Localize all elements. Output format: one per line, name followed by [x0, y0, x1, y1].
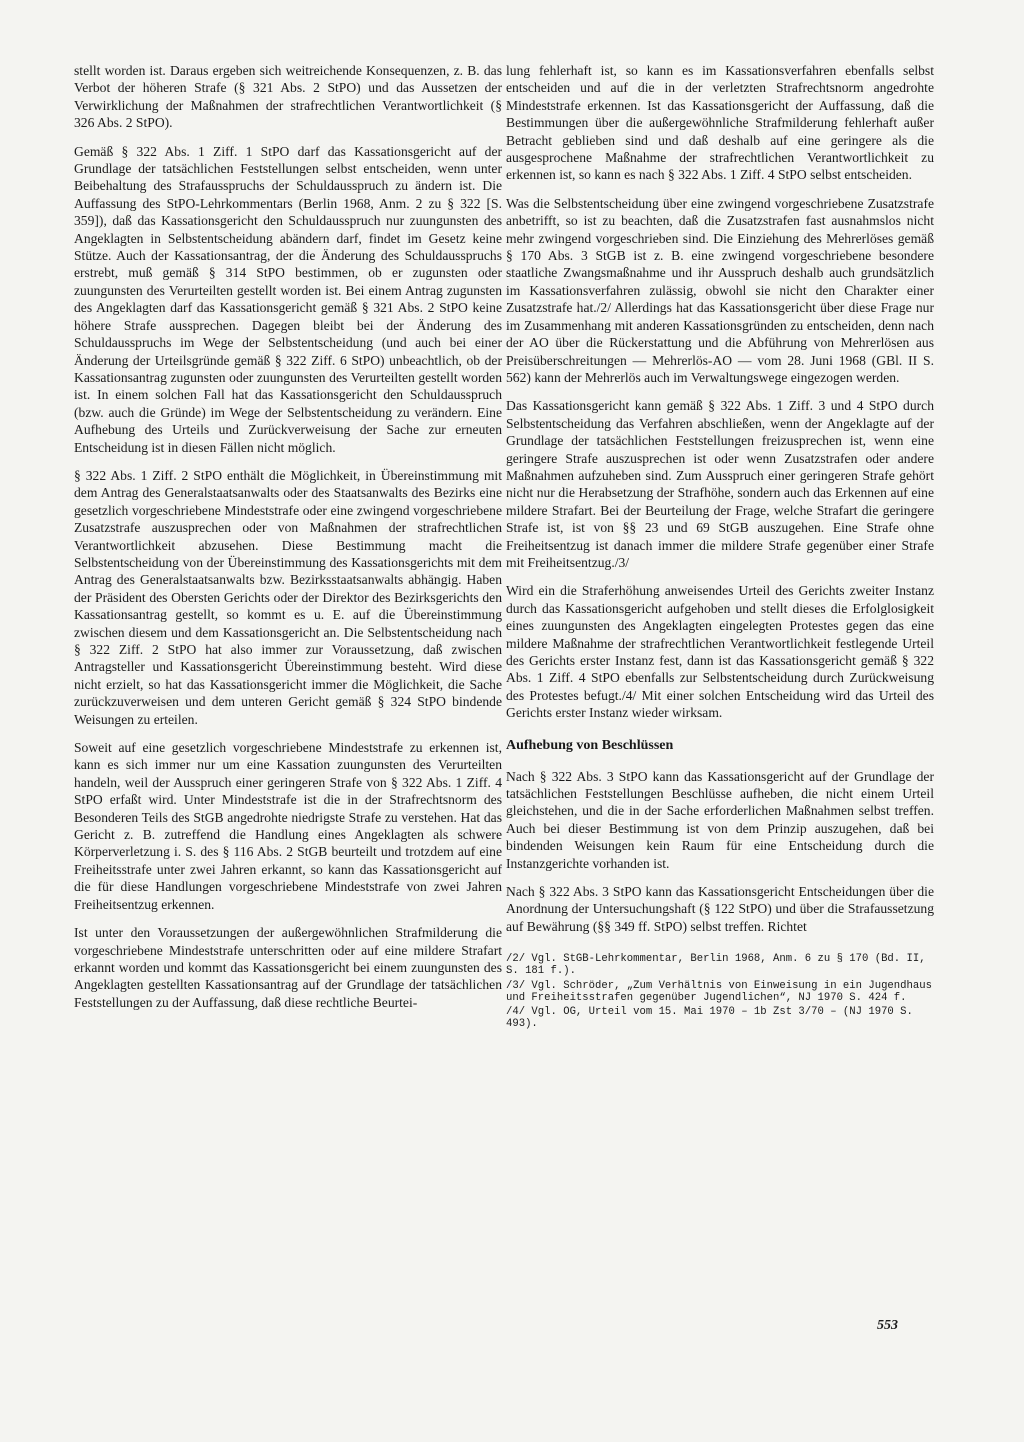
- paragraph: § 322 Abs. 1 Ziff. 2 StPO enthält die Möglichkeit, in Übereinstimmung mit dem Antrag des Generalstaatsanwalts oder des Staatsanwalts des Bezirks eine gesetzlich vorgeschriebene Mindeststrafe oder eine zwingend vorgeschriebene Zusatzstrafe auszusprechen oder von Maßnahmen der strafrechtlichen Verantwortlichkeit abzusehen. Diese Bestimmung macht die Selbstentscheidung von der Übereinstimmung des Kassationsgerichts mit dem Antrag des Generalstaatsanwalts bzw. Bezirksstaatsanwalts abhängig. Haben der Präsident des Obersten Gerichts oder der Direktor des Bezirksgerichts den Kassationsantrag gestellt, so kommt es u. E. auf die Übereinstimmung zwischen diesem und dem Kassationsgericht an. Die Selbstentscheidung nach § 322 Ziff. 2 StPO hat also immer zur Voraussetzung, daß zwischen Antragsteller und Kassationsgericht Übereinstimmung besteht. Wird diese nicht erzielt, so hat das Kassationsgericht immer die Möglichkeit, die Sache zurückzuverweisen und dem unteren Gericht gemäß § 324 StPO bindende Weisungen zu erteilen.: [74, 467, 502, 727]
- paragraph: Nach § 322 Abs. 3 StPO kann das Kassationsgericht auf der Grundlage der tatsächlichen Feststellungen Beschlüsse aufheben, die nicht einem Urteil gleichstehen, und die in der Sache erforderlichen Maßnahmen selbst treffen. Auch bei dieser Bestimmung ist von dem Prinzip auszugehen, daß bei bindenden Weisungen kein Raum für eine Entscheidung durch die Instanzgerichte vorhanden ist.: [506, 768, 934, 871]
- paragraph: Das Kassationsgericht kann gemäß § 322 Abs. 1 Ziff. 3 und 4 StPO durch Selbstentscheidung das Verfahren abschließen, wenn der Angeklagte auf der Grundlage der tatsächlichen Feststellungen freizusprechen ist, wenn eine geringere Strafe auszusprechen ist oder wenn Zusatzstrafen oder andere Maßnahmen aufzuheben sind. Zum Ausspruch einer geringeren Strafe gehört nicht nur die Herabsetzung der Strafhöhe, sondern auch das Erkennen auf eine mildere Strafart. Bei der Beurteilung der Frage, welche Strafart die geringere Strafe ist, ist von §§ 23 und 69 StGB auszugehen. Eine Strafe ohne Freiheitsentzug ist danach immer die mildere Strafe gegenüber einer Strafe mit Freiheitsentzug./3/: [506, 398, 934, 570]
- footnote: /4/ Vgl. OG, Urteil vom 15. Mai 1970 – 1b Zst 3/70 – (NJ 1970 S. 493).: [506, 1006, 913, 1031]
- left-column: [74, 62, 502, 1022]
- paragraph: Was die Selbstentscheidung über eine zwingend vorgeschriebene Zusatzstrafe anbetrifft, so ist zu beachten, daß die Zusatzstrafen fast ausnahmslos nicht mehr zwingend vorgeschrieben sind. Die Einziehung des Mehrerlöses gemäß § 170 Abs. 3 StGB ist z. B. eine zwingend vorgeschriebene besondere staatliche Zwangsmaßnahme und ihr Ausspruch deshalb auch grundsätzlich im Kassationsverfahren zulässig, obwohl sie nicht den Charakter einer Zusatzstrafe hat./2/ Allerdings hat das Kassationsgericht über diese Frage nur im Zusammenhang mit anderen Kassationsgründen zu entscheiden, denn nach der AO über die Rückerstattung und die Abführung von Mehrerlösen aus Preisüberschreitungen — Mehrerlös-AO — vom 28. Juni 1968 (GBl. II S. 562) kann der Mehrerlös auch im Verwaltungswege eingezogen werden.: [506, 195, 934, 385]
- paragraph: Ist unter den Voraussetzungen der außergewöhnlichen Strafmilderung die vorgeschriebene Mindeststrafe unterschritten oder auf eine mildere Strafart erkannt worden und kommt das Kassationsgericht bei einem zuungunsten des Angeklagten gestellten Kassationsantrag auf der Grundlage der tatsächlichen Feststellungen zu der Auffassung, daß diese rechtliche Beurtei-: [74, 925, 502, 1010]
- paragraph: Nach § 322 Abs. 3 StPO kann das Kassationsgericht Entscheidungen über die Anordnung der Untersuchungshaft (§ 122 StPO) und über die Strafaussetzung auf Bewährung (§§ 349 ff. StPO) selbst treffen. Richtet: [506, 884, 934, 934]
- footnote: /2/ Vgl. StGB-Lehrkommentar, Berlin 1968, Anm. 6 zu § 170 (Bd. II, S. 181 f.).: [506, 953, 926, 978]
- page-number: 553: [877, 1318, 898, 1333]
- paragraph: Wird ein die Straferhöhung anweisendes Urteil des Gerichts zweiter Instanz durch das Kassationsgericht aufgehoben und stellt dieses die Erfolglosigkeit eines zuungunsten des Angeklagten eingelegten Protestes gegen das eine mildere Maßnahme der strafrechtlichen Verantwortlichkeit festlegende Urteil des Gerichts erster Instanz fest, dann ist das Kassationsgericht gemäß § 322 Abs. 1 Ziff. 4 StPO ebenfalls zur Selbstentscheidung durch Zurückweisung des Protestes befugt./4/ Mit einer solchen Entscheidung wird das Urteil des Gerichts erster Instanz wieder wirksam.: [506, 583, 934, 721]
- section-heading: Aufhebung von Beschlüssen: [506, 737, 674, 753]
- paragraph: stellt worden ist. Daraus ergeben sich weitreichende Konsequenzen, z. B. das Verbot der höheren Strafe (§ 321 Abs. 2 StPO) und das Aussetzen der Verwirklichung der Maßnahmen der strafrechtlichen Verantwortlichkeit (§ 326 Abs. 2 StPO).: [74, 63, 502, 131]
- paragraph: lung fehlerhaft ist, so kann es im Kassationsverfahren ebenfalls selbst entscheiden und auf die in der verletzten Strafrechtsnorm angedrohte Mindeststrafe erkennen. Ist das Kassationsgericht der Auffassung, daß die Bestimmungen über die außergewöhnliche Strafmilderung fehlerhaft außer Betracht geblieben sind und daß deshalb auf eine geringere als die ausgesprochene Maßnahme der strafrechtlichen Verantwortlichkeit zu erkennen ist, so kann es nach § 322 Abs. 1 Ziff. 4 StPO selbst entscheiden.: [506, 63, 934, 183]
- paragraph: Gemäß § 322 Abs. 1 Ziff. 1 StPO darf das Kassationsgericht auf der Grundlage der tatsächlichen Feststellungen selbst entscheiden, wenn unter Beibehaltung des Strafausspruchs der Schuldausspruch zu ändern ist. Die Auffassung des StPO-Lehrkommentars (Berlin 1968, Anm. 2 zu § 322 [S. 359]), daß das Kassationsgericht den Schuldausspruch nur zuungunsten des Angeklagten in Selbstentscheidung abändern darf, findet im Gesetz keine Stütze. Auch der Kassationsantrag, der die Änderung des Schuldausspruchs erstrebt, muß gemäß § 314 StPO bestimmen, ob er zugunsten oder zuungunsten des Verurteilten gestellt worden ist. Bei einem Antrag zugunsten des Angeklagten darf das Kassationsgericht gemäß § 321 Abs. 2 StPO keine höhere Strafe aussprechen. Dagegen bleibt bei der Änderung des Schuldausspruchs im Wege der Selbstentscheidung (und auch bei einer Änderung der Urteilsgründe gemäß § 322 Ziff. 6 StPO) unbeachtlich, ob der Kassationsantrag zugunsten oder zuungunsten des Verurteilten gestellt worden ist. In einem solchen Fall hat das Kassationsgericht den Schuldausspruch (bzw. auch die Gründe) im Wege der Selbstentscheidung zu verändern. Eine Aufhebung des Urteils und Zurückverweisung der Sache zur erneuten Entscheidung ist in diesen Fällen nicht möglich.: [74, 143, 502, 455]
- footnote: /3/ Vgl. Schröder, „Zum Verhältnis von Einweisung in ein Jugendhaus und Freiheitsstrafen gegenüber Jugendlichen“, NJ 1970 S. 424 f.: [506, 979, 932, 1004]
- paragraph: Soweit auf eine gesetzlich vorgeschriebene Mindeststrafe zu erkennen ist, kann es sich immer nur um eine Kassation zuungunsten des Verurteilten handeln, weil der Ausspruch einer geringeren Strafe von § 322 Abs. 1 Ziff. 4 StPO erfaßt wird. Unter Mindeststrafe ist die in der Strafrechtsnorm des Besonderen Teils des StGB angedrohte niedrigste Strafe zu verstehen. Hat das Gericht z. B. zutreffend die Handlung eines Angeklagten als schwere Körperverletzung i. S. des § 116 Abs. 2 StGB beurteilt und trotzdem auf eine Freiheitsstrafe unter zwei Jahren erkannt, so kann das Kassationsgericht auf die für diese Handlungen vorgeschriebene Mindeststrafe von zwei Jahren Freiheitsentzug erkennen.: [74, 740, 502, 912]
- right-column: [506, 62, 934, 1033]
- footnotes: [506, 953, 934, 1030]
